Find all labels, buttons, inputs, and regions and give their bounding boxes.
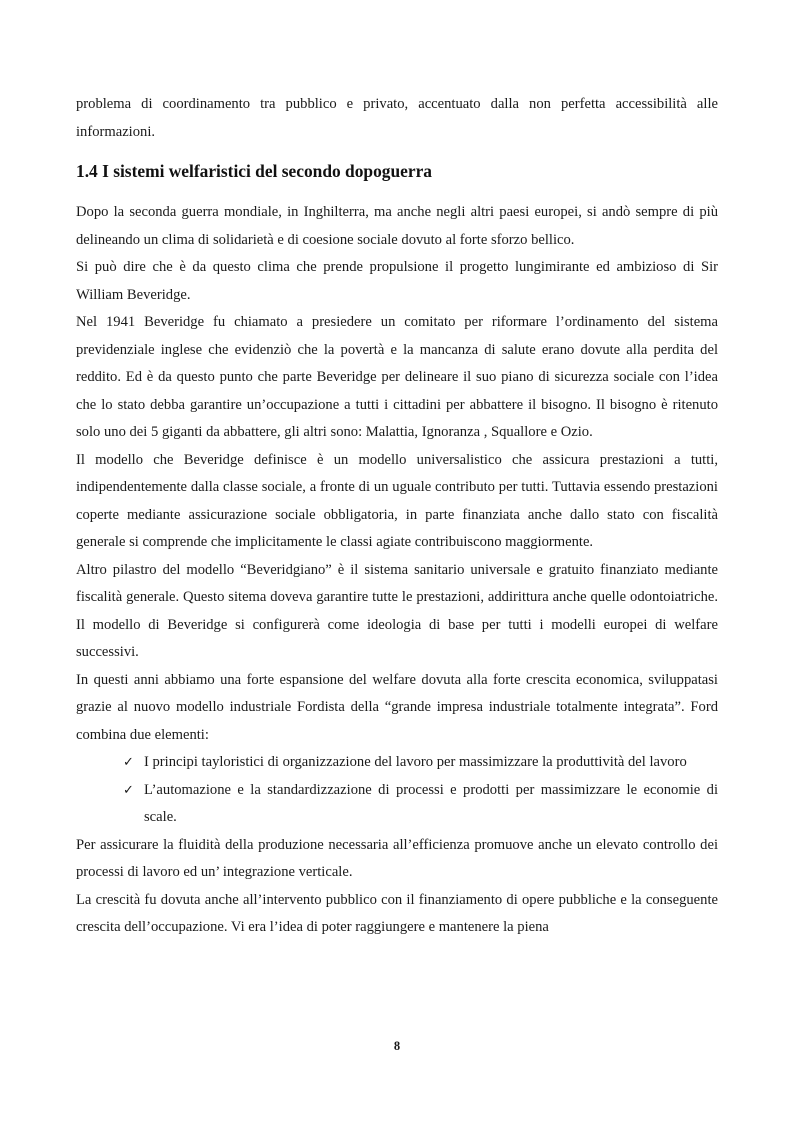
paragraph-welfare-expansion: In questi anni abbiamo una forte espansione del welfare dovuta alla forte crescita economica, sviluppatasi grazie al nuovo modello industriale Fordista della “grande impresa industriale totalmente integrata”. Ford combina due elementi: <box>76 671 718 743</box>
paragraph-production-control: Per assicurare la fluidità della produzione necessaria all’efficienza promuove anche un elevato controllo dei processi di lavoro ed un’ integrazione verticale. <box>76 836 718 880</box>
page-number: 8 <box>393 1039 401 1053</box>
paragraph-universal-model: Il modello che Beveridge definisce è un modello universalistico che assicura prestazioni a tutti, indipendentemente dalla classe sociale, a fronte di un uguale contributo per tutti. Tuttavia essendo prestazioni coperte mediante assicurazione sociale obbligatoria, in parte finanziata anche dallo stato con fiscalità generale si comprende che implicitamente le classi agiate contribuiscono maggiormente. <box>76 451 718 550</box>
page-body <box>76 91 718 942</box>
section-heading: 1.4 I sistemi welfaristici del secondo dopoguerra <box>76 161 432 181</box>
list-item <box>123 777 718 832</box>
paragraph-health-system: Altro pilastro del modello “Beveridgiano” è il sistema sanitario universale e gratuito finanziato mediante fiscalità generale. Questo sitema doveva garantire tutte le prestazioni, addirittura anche quelle odontoiatriche. Il modello di Beveridge si configurerà come ideologia di base per tutti i modelli europei di welfare successivi. <box>76 561 718 660</box>
checkmark-icon: ✓ <box>123 782 134 798</box>
paragraph-1941-committee: Nel 1941 Beveridge fu chiamato a presiedere un comitato per riformare l’ordinamento del sistema previdenziale inglese che evidenziò che la povertà e la mancanza di salute erano dovute alla perdita del reddito. Ed è da questo punto che parte Beveridge per delineare il suo piano di sicurezza sociale con l’idea che lo stato debba garantire un’occupazione a tutti i cittadini per abbattere il bisogno. Il bisogno è ritenuto solo uno dei 5 giganti da abbattere, gli altri sono: Malattia, Ignoranza , Squallore e Ozio. <box>76 314 718 440</box>
ford-elements-list <box>76 749 718 832</box>
checkmark-icon: ✓ <box>123 755 134 770</box>
paragraph-public-intervention: La crescità fu dovuta anche all’intervento pubblico con il finanziamento di opere pubbliche e la conseguente crescita dell’occupazione. Vi era l’idea di poter raggiungere e mantenere la piena <box>76 891 718 935</box>
paragraph-beveridge-project: Si può dire che è da questo clima che prende propulsione il progetto lungimirante ed ambizioso di Sir William Beveridge. <box>76 259 718 303</box>
list-item-text: I principi tayloristici di organizzazione del lavoro per massimizzare la produttività del lavoro <box>144 754 687 770</box>
list-item-text: L’automazione e la standardizzazione di processi e prodotti per massimizzare le economie di scale. <box>144 781 718 825</box>
paragraph-intro: problema di coordinamento tra pubblico e privato, accentuato dalla non perfetta accessibilità alle informazioni. <box>76 96 718 140</box>
paragraph-postwar: Dopo la seconda guerra mondiale, in Inghilterra, ma anche negli altri paesi europei, si andò sempre di più delineando un clima di solidarietà e di coesione sociale dovuto al forte sforzo bellico. <box>76 204 718 248</box>
list-item <box>123 749 718 777</box>
